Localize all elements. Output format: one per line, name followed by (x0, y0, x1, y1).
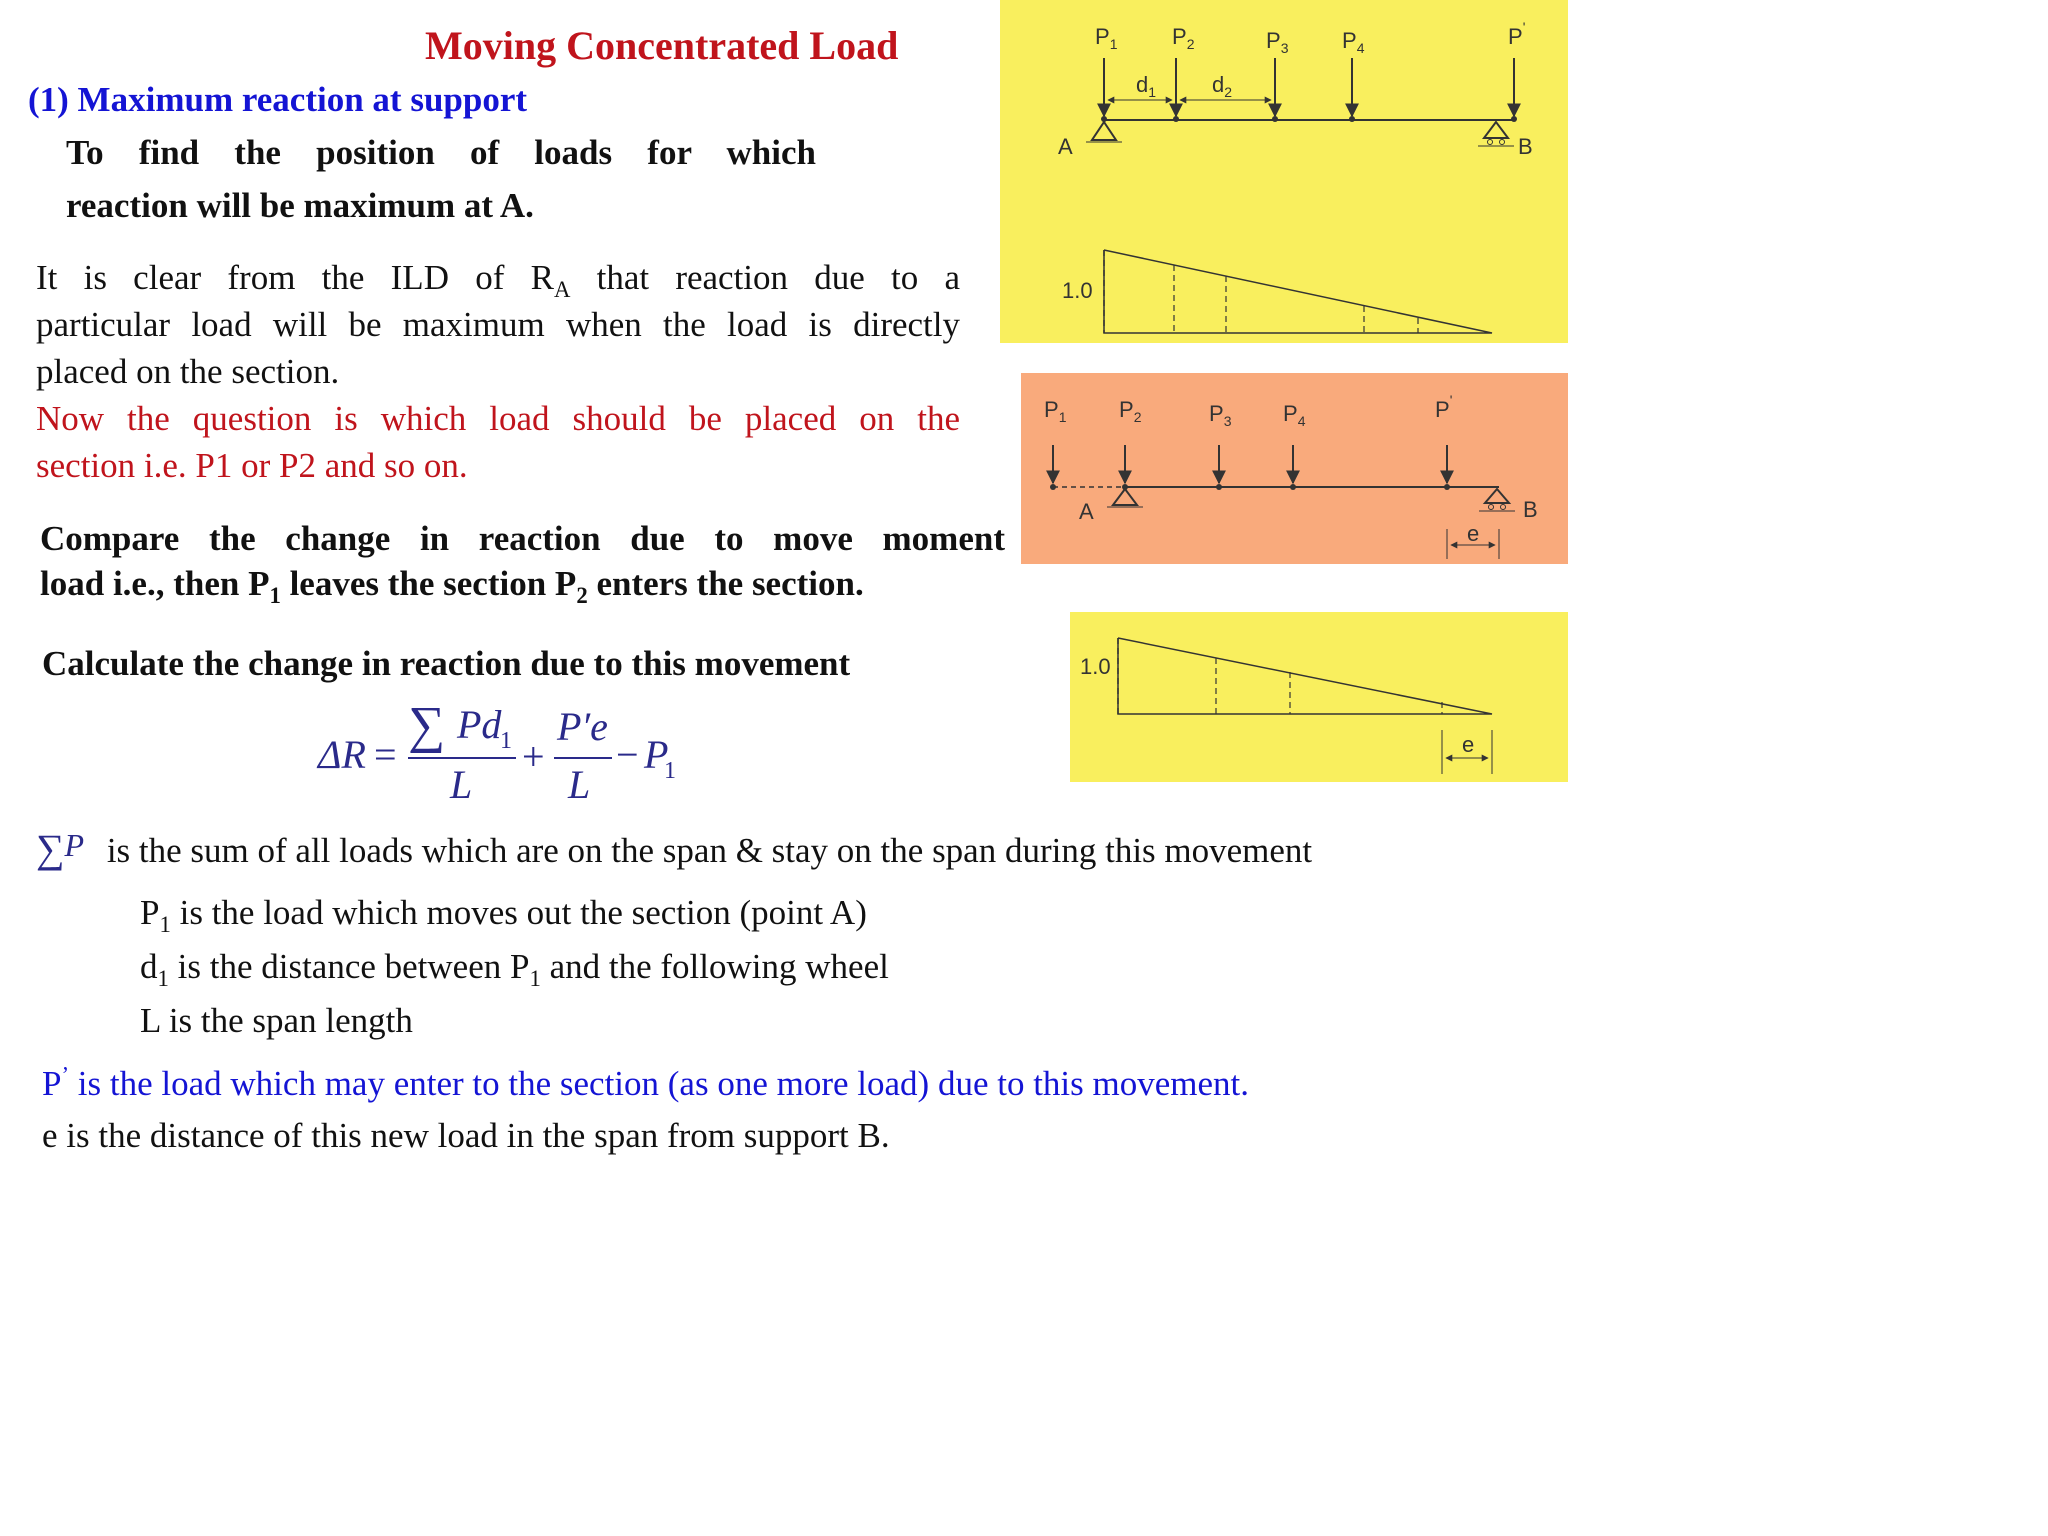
eq-equals: = (374, 732, 397, 777)
eq-lhs: ΔR (318, 732, 366, 777)
ild-paragraph (36, 254, 960, 489)
def-d1-sub: 1 (157, 965, 169, 991)
d1-support-b-label: B (1518, 134, 1533, 159)
compare-line-1: Compare the change in reaction due to move moment (40, 519, 1005, 558)
compare-text-c: enters the section. (587, 564, 864, 603)
d2-load-prime-label: P' (1435, 392, 1453, 422)
eq-den2: L (568, 762, 591, 807)
section-heading: (1) Maximum reaction at support (28, 80, 528, 119)
sum-symbol: ∑ (36, 826, 65, 871)
eq-den1: L (450, 762, 473, 807)
d1-d2-label: $d_2$ (1212, 72, 1233, 100)
def-d1-a: d (140, 947, 158, 986)
d1-support-a-label: A (1058, 134, 1073, 159)
sum-text: is the sum of all loads which are on the span & stay on the span during this movement (106, 831, 1313, 870)
compare-paragraph (40, 516, 1005, 606)
sum-definition (36, 822, 1312, 874)
d2-load-1-label: $P_1$ (1044, 397, 1067, 425)
def-d1-sub2: 1 (529, 965, 541, 991)
d2-load-3-label: $P_3$ (1209, 401, 1232, 429)
sum-p: P (64, 827, 85, 863)
pprime-definition (42, 1060, 1249, 1107)
d3-e-label: e (1462, 732, 1475, 757)
eq-num1-sub: 1 (500, 728, 512, 754)
eq-num1: Pd (457, 702, 502, 747)
def-d1-c: and the following wheel (540, 947, 889, 986)
definitions-list (140, 886, 889, 1048)
ild-text-b: that reaction due to a (570, 258, 961, 297)
load-diagram-initial (1000, 0, 1568, 343)
def-l: L is the span length (140, 1001, 413, 1040)
d2-support-b-label: B (1523, 497, 1538, 522)
d3-ild-value: 1.0 (1080, 654, 1111, 679)
ild-diagram-moved (1070, 612, 1568, 782)
question-line-2: section i.e. P1 or P2 and so on. (36, 446, 468, 485)
d1-load-2-label: $P_2$ (1172, 24, 1195, 52)
def-p1 (140, 886, 889, 940)
def-p1-b: is the load which moves out the section (point A) (170, 893, 867, 932)
compare-line-2 (40, 561, 1005, 606)
pprime-a: P (42, 1064, 62, 1103)
load-diagram-moved (1021, 373, 1568, 564)
reaction-equation (300, 692, 700, 812)
d1-d1-label: $d_1$ (1136, 72, 1157, 100)
d1-load-1-label: $P_1$ (1095, 24, 1118, 52)
def-d1 (140, 940, 889, 994)
compare-text-a: load i.e., then P (40, 564, 270, 603)
d2-load-4-label: $P_4$ (1283, 401, 1306, 429)
d1-load-3-label: $P_3$ (1266, 28, 1289, 56)
ild-subscript: A (553, 276, 571, 302)
def-p1-a: P (140, 893, 160, 932)
ild-line-2: particular load will be maximum when the load is directly (36, 305, 960, 344)
e-definition: e is the distance of this new load in the span from support B. (42, 1116, 890, 1155)
eq-last: P (644, 732, 669, 777)
eq-plus: + (522, 734, 545, 779)
ild-line-3: placed on the section. (36, 352, 340, 391)
d2-load-2-label: $P_2$ (1119, 397, 1142, 425)
d2-support-a-label: A (1079, 499, 1094, 524)
diagram3-background (1070, 612, 1568, 782)
question-line-1: Now the question is which load should be placed on the (36, 399, 960, 438)
compare-sub-2: 2 (576, 582, 588, 608)
diagram2-svg (1021, 373, 1568, 564)
eq-num2: P′e (557, 704, 608, 749)
diagram1-svg (1000, 0, 1568, 343)
ild-text-a: It is clear from the ILD of R (36, 258, 554, 297)
calc-line: Calculate the change in reaction due to this movement (42, 644, 851, 683)
eq-minus: − (616, 732, 639, 777)
def-d1-b: is the distance between P (168, 947, 530, 986)
d1-load-prime-label: P' (1508, 19, 1526, 49)
pprime-sup: ’ (61, 1062, 70, 1088)
intro-line-1: To find the position of loads for which (66, 133, 816, 172)
diagram3-svg (1070, 612, 1568, 782)
d1-load-4-label: $P_4$ (1342, 28, 1365, 56)
def-p1-sub: 1 (159, 911, 171, 937)
eq-sum: ∑ (408, 697, 446, 754)
compare-sub-1: 1 (269, 582, 281, 608)
intro-line-2: reaction will be maximum at A. (66, 186, 534, 225)
pprime-b: is the load which may enter to the section (as one more load) due to this movement. (69, 1064, 1250, 1103)
eq-last-sub: 1 (664, 758, 676, 784)
d2-e-label: e (1467, 521, 1480, 546)
page-title: Moving Concentrated Load (425, 23, 899, 68)
ild-line-1 (36, 254, 960, 301)
d1-ild-value: 1.0 (1062, 278, 1093, 303)
compare-text-b: leaves the section P (280, 564, 577, 603)
